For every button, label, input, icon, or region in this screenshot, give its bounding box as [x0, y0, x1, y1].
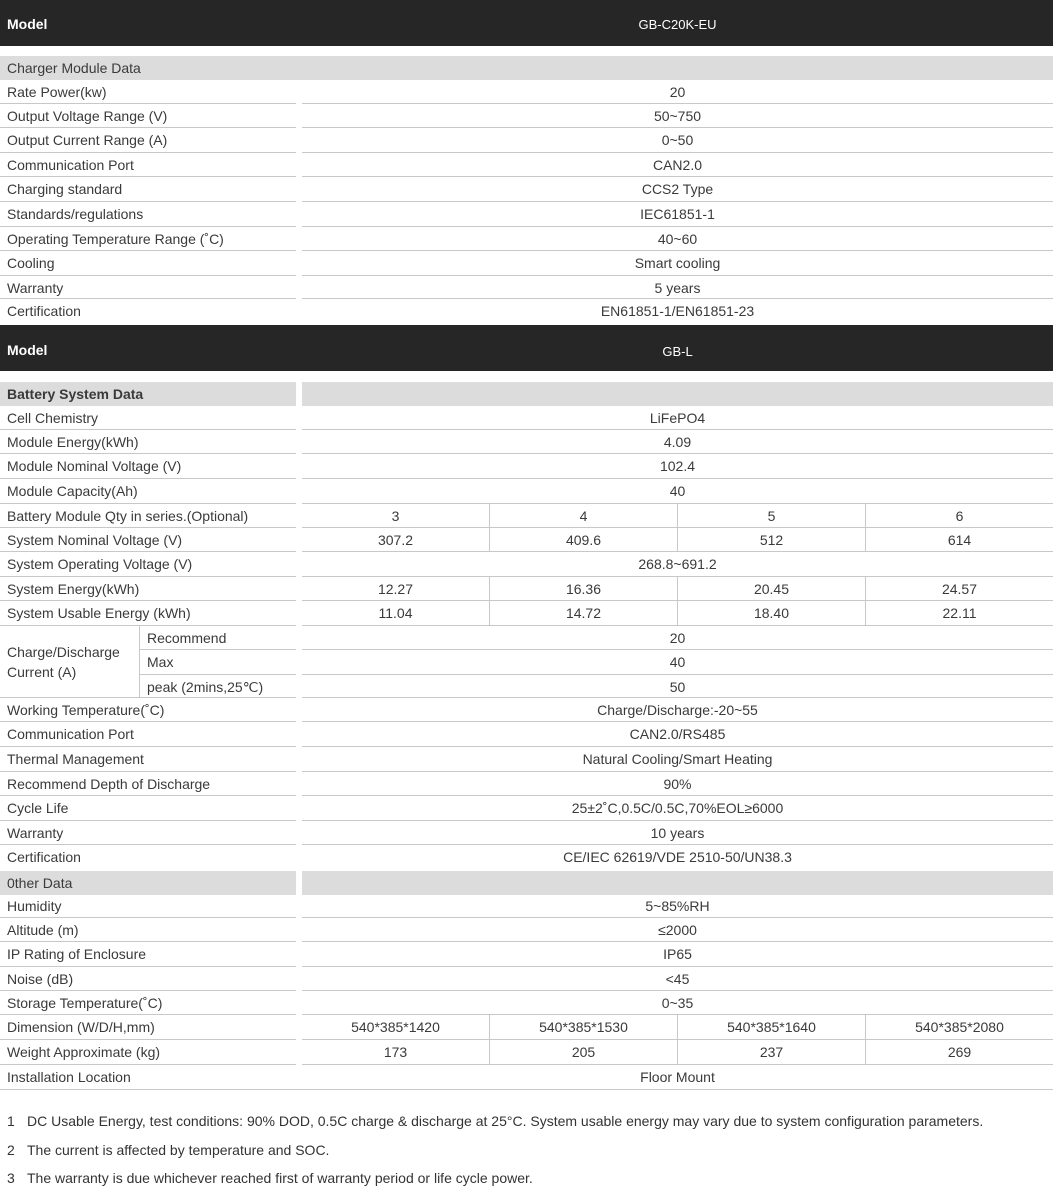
table-row	[0, 747, 1053, 771]
row-label: Thermal Management	[7, 751, 144, 767]
table-row	[0, 796, 1053, 820]
row-label: Noise (dB)	[7, 971, 74, 987]
table-row	[0, 128, 1053, 152]
row-label: Battery Module Qty in series.(Optional)	[7, 508, 249, 524]
cell: 540*385*1640	[727, 1019, 816, 1035]
row-label: Module Energy(kWh)	[7, 434, 139, 450]
row-label: IP Rating of Enclosure	[7, 946, 147, 962]
row-label: Communication Port	[7, 157, 134, 173]
cell: 512	[759, 532, 784, 548]
table-row	[0, 845, 1053, 869]
table-row	[0, 626, 1053, 650]
row-value: 90%	[663, 776, 692, 792]
row-label: Output Voltage Range (V)	[7, 108, 168, 124]
charger-model-value: GB-C20K-EU	[638, 17, 717, 32]
row-label: Storage Temperature(˚C)	[7, 995, 163, 1011]
table-row	[0, 577, 1053, 601]
row-label: Cycle Life	[7, 800, 69, 816]
charger-section-title: Charger Module Data	[7, 60, 141, 76]
footnote-text: DC Usable Energy, test conditions: 90% DOD, 0.5C charge & discharge at 25°C. System usable energy may vary due to system configuration parameters.	[27, 1113, 984, 1129]
row-value: 5 years	[654, 280, 701, 296]
table-row	[0, 967, 1053, 991]
table-row	[0, 675, 1053, 699]
table-row	[0, 772, 1053, 796]
row-value: 102.4	[659, 458, 696, 474]
cell: 18.40	[753, 605, 790, 621]
cell: 269	[947, 1044, 972, 1060]
row-value: <45	[665, 971, 690, 987]
cell: 614	[947, 532, 972, 548]
battery-section-title: Battery System Data	[7, 386, 144, 402]
row-label: Working Temperature(˚C)	[7, 702, 165, 718]
table-row	[0, 504, 1053, 528]
row-label: Recommend Depth of Discharge	[7, 776, 211, 792]
row-label: Altitude (m)	[7, 922, 79, 938]
table-row	[0, 1015, 1053, 1039]
footnote	[7, 1113, 983, 1129]
row-label: Cooling	[7, 255, 55, 271]
cell: 22.11	[942, 605, 977, 621]
row-label: peak (2mins,25℃)	[147, 679, 264, 695]
footnote-number: 2	[7, 1142, 15, 1158]
table-row	[0, 698, 1053, 722]
row-label: Dimension (W/D/H,mm)	[7, 1019, 155, 1035]
row-value: Charge/Discharge:-20~55	[597, 702, 758, 718]
row-value: CCS2 Type	[641, 181, 714, 197]
row-value: 268.8~691.2	[638, 556, 717, 572]
row-label: Certification	[7, 849, 81, 865]
table-row	[0, 821, 1053, 845]
table-row	[0, 153, 1053, 177]
row-label: Humidity	[7, 898, 62, 914]
cell: 11.04	[378, 605, 413, 621]
cell: 12.27	[377, 581, 414, 597]
table-row	[0, 227, 1053, 251]
row-value: 40	[669, 483, 686, 499]
row-value: Floor Mount	[640, 1069, 715, 1085]
row-label: System Usable Energy (kWh)	[7, 605, 191, 621]
row-value: CE/IEC 62619/VDE 2510-50/UN38.3	[563, 849, 792, 865]
table-row	[0, 80, 1053, 104]
other-section-header	[0, 871, 1053, 895]
table-row	[0, 894, 1053, 918]
table-row	[0, 528, 1053, 552]
cell: 5	[767, 508, 776, 524]
footnote	[7, 1170, 533, 1186]
row-value: Smart cooling	[634, 255, 721, 271]
row-value: 0~50	[661, 132, 694, 148]
table-row	[0, 918, 1053, 942]
row-label: Certification	[7, 303, 81, 319]
cell: 173	[383, 1044, 408, 1060]
table-row	[0, 722, 1053, 746]
row-value: IEC61851-1	[640, 206, 715, 222]
charger-model-label: Model	[7, 16, 48, 32]
row-value: 25±2˚C,0.5C/0.5C,70%EOL≥6000	[571, 800, 784, 816]
row-label: Max	[147, 654, 174, 670]
row-label: Module Nominal Voltage (V)	[7, 458, 182, 474]
charger-model-header	[0, 0, 1053, 46]
cell: 540*385*2080	[915, 1019, 1004, 1035]
table-row	[0, 299, 1053, 323]
row-value: 10 years	[650, 825, 705, 841]
row-value: 4.09	[663, 434, 692, 450]
table-row	[0, 104, 1053, 128]
row-label: Cell Chemistry	[7, 410, 99, 426]
table-row	[0, 942, 1053, 966]
cell: 307.2	[377, 532, 414, 548]
row-value: 50	[669, 679, 686, 695]
cell: 6	[955, 508, 964, 524]
cell: 540*385*1420	[351, 1019, 440, 1035]
row-value: LiFePO4	[649, 410, 706, 426]
row-value: 40	[669, 654, 686, 670]
row-label: Installation Location	[7, 1069, 131, 1085]
cell: 540*385*1530	[539, 1019, 628, 1035]
cell: 409.6	[565, 532, 602, 548]
row-value: 20	[669, 84, 686, 100]
battery-model-value: GB-L	[662, 344, 693, 359]
row-label: System Operating Voltage (V)	[7, 556, 193, 572]
footnote-text: The current is affected by temperature and SOC.	[27, 1142, 330, 1158]
table-row	[0, 1040, 1053, 1064]
row-label: Standards/regulations	[7, 206, 144, 222]
row-value: EN61851-1/EN61851-23	[600, 303, 755, 319]
table-row	[0, 479, 1053, 503]
other-section-title: 0ther Data	[7, 875, 73, 891]
footnote-number: 1	[7, 1113, 15, 1129]
row-label: Warranty	[7, 280, 64, 296]
cell: 237	[759, 1044, 784, 1060]
row-value: IP65	[663, 946, 692, 962]
row-label: Operating Temperature Range (˚C)	[7, 231, 224, 247]
battery-model-label: Model	[7, 342, 48, 358]
cell: 14.72	[565, 605, 602, 621]
row-label: Module Capacity(Ah)	[7, 483, 138, 499]
footnote-text: The warranty is due whichever reached first of warranty period or life cycle power.	[27, 1170, 533, 1186]
table-row	[0, 601, 1053, 625]
row-label: Communication Port	[7, 726, 134, 742]
table-row	[0, 202, 1053, 226]
table-row	[0, 991, 1053, 1015]
table-row	[0, 276, 1053, 300]
footnote	[7, 1142, 329, 1158]
table-row	[0, 650, 1053, 674]
battery-section-header	[0, 382, 1053, 406]
row-label: System Nominal Voltage (V)	[7, 532, 183, 548]
cell: 3	[391, 508, 400, 524]
row-label: System Energy(kWh)	[7, 581, 140, 597]
row-label: Charging standard	[7, 181, 123, 197]
row-value: CAN2.0	[652, 157, 703, 173]
table-row	[0, 1065, 1053, 1089]
row-value: 40~60	[657, 231, 698, 247]
table-row	[0, 177, 1053, 201]
current-group-label: Charge/Discharge Current (A)	[7, 644, 120, 680]
row-value: CAN2.0/RS485	[629, 726, 726, 742]
row-value: 0~35	[661, 995, 694, 1011]
row-label: Weight Approximate (kg)	[7, 1044, 161, 1060]
row-label: Rate Power(kw)	[7, 84, 107, 100]
row-value: 20	[669, 630, 686, 646]
battery-model-header	[0, 325, 1053, 371]
row-value: 5~85%RH	[645, 898, 710, 914]
row-label: Recommend	[147, 630, 227, 646]
table-row	[0, 454, 1053, 478]
table-row	[0, 552, 1053, 576]
cell: 24.57	[941, 581, 978, 597]
charger-section-header	[0, 56, 1053, 80]
table-row	[0, 406, 1053, 430]
row-label: Output Current Range (A)	[7, 132, 168, 148]
table-row	[0, 251, 1053, 275]
table-row	[0, 430, 1053, 454]
row-label: Warranty	[7, 825, 64, 841]
cell: 16.36	[565, 581, 602, 597]
row-value: ≤2000	[658, 922, 697, 938]
cell: 205	[571, 1044, 596, 1060]
cell: 4	[579, 508, 588, 524]
row-value: Natural Cooling/Smart Heating	[582, 751, 773, 767]
footnote-number: 3	[7, 1170, 15, 1186]
cell: 20.45	[753, 581, 790, 597]
row-value: 50~750	[653, 108, 702, 124]
